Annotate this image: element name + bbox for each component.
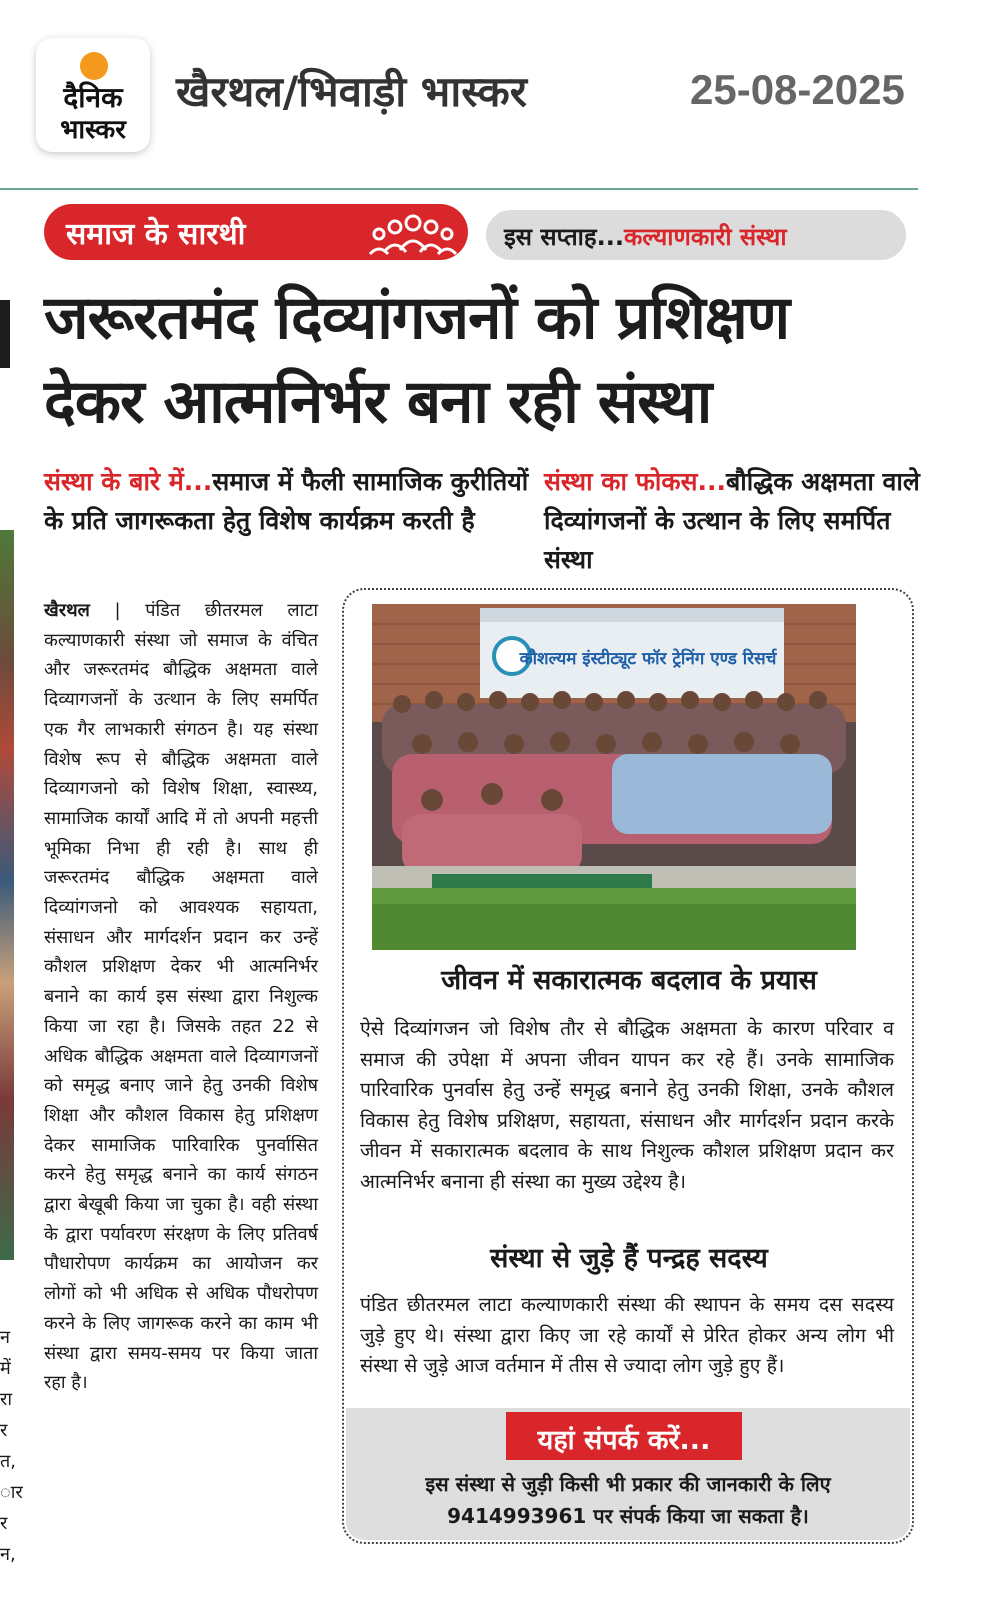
edge-word: त,	[0, 1451, 16, 1472]
contact-label: यहां संपर्क करें...	[537, 1425, 711, 1456]
edge-word: रा	[0, 1389, 13, 1410]
contact-label-pill	[506, 1412, 742, 1460]
edge-word: ार	[0, 1482, 23, 1503]
deck-focus-label: संस्था का फोकस...	[544, 467, 726, 496]
contact-line2: 9414993961 पर संपर्क किया जा सकता है।	[447, 1504, 809, 1528]
headline-line2: देकर आत्मनिर्भर बना रही संस्था	[44, 367, 712, 437]
article-body: खैरथल | पंडित छीतरमल लाटा कल्याणकारी संस्था जो समाज के वंचित और जरूरतमंद बौद्धिक अक्षमता वाले दिव्यागजनों के उत्थान के लिए समर्पित एक गैर लाभकारी संगठन है। यह संस्था विशेष रूप से बौद्धिक अक्षमता वाले दिव्यागजनो को विशेष शिक्षा, स्वास्थ्य, सामाजिक कार्यों आदि में तो अपनी महत्ती भूमिका निभा ही रही है। साथ ही जरूरतमंद बौद्धिक अक्षमता वाले दिव्यांगजनो को आवश्यक सहायता, संसाधन और मार्गदर्शन प्रदान कर उन्हें कौशल प्रशिक्षण देकर भी आत्मनिर्भर बनाने का कार्य इस संस्था द्वारा निशुल्क किया जा रहा है। जिसके तहत 22 से अधिक बौद्धिक अक्षमता वाले दिव्यागजनों को समृद्ध बनाए जाने हेतु उनकी विशेष शिक्षा और कौशल विकास हेतु प्रशिक्षण देकर सामाजिक पारिवारिक पुनर्वासित करने हेतु समृद्ध बनाने का कार्य संगठन द्वारा बेखूबी किया जा चुका है। वही संस्था के द्वारा पर्यावरण संरक्षण के लिए प्रतिवर्ष पौधारोपण कार्यक्रम का आयोजन कर लोगों को भी अधिक से अधिक पौधरोपण करने के लिए जागरूक करने का काम भी संस्था द्वारा समय-समय पर किया जाता रहा है।	[44, 600, 318, 1394]
weekly-tag-highlight: कल्याणकारी संस्था	[623, 223, 787, 251]
headline	[44, 276, 944, 444]
contact-line1: इस संस्था से जुड़ी किसी भी प्रकार की जानकारी के लिए	[425, 1472, 831, 1496]
edition-date: 25-08-2025	[690, 66, 905, 113]
deck-focus	[544, 462, 944, 579]
group-photo-illustration	[372, 604, 856, 950]
paragraph-positive-change: ऐसे दिव्यांगजन जो विशेष तौर से बौद्धिक अक्षमता के कारण परिवार व समाज की उपेक्षा में अपना जीवन यापन कर रहे हैं। उनके सामाजिक पारिवारिक पुनर्वास हेतु उन्हें समृद्ध बनाने हेतु उनकी शिक्षा, उनके कौशल विकास हेतु विशेष प्रशिक्षण, सहायता, संसाधन और मार्गदर्शन प्रदान करके जीवन में सकारात्मक बदलाव के साथ निशुल्क कौशल प्रशिक्षण प्रदान कर आत्मनिर्भर बनाना ही संस्था का मुख्य उद्देश्य है।	[360, 1017, 894, 1193]
subheading-positive-change: जीवन में सकारात्मक बदलाव के प्रयास	[441, 965, 817, 996]
subheading-members: संस्था से जुड़े हैं पन्द्रह सदस्य	[490, 1243, 768, 1274]
section-label: समाज के सारथी	[66, 217, 246, 252]
edge-word: न,	[0, 1544, 16, 1565]
edition-title: खैरथल/भिवाड़ी भास्कर	[176, 67, 527, 116]
article-dateline: खैरथल	[44, 600, 90, 621]
section-label-pill	[44, 204, 468, 260]
header-divider	[0, 188, 918, 190]
people-group-icon	[364, 210, 462, 256]
edge-word: न	[0, 1327, 10, 1348]
logo-line1: दैनिक	[63, 81, 123, 114]
weekly-tag-pill	[486, 210, 906, 260]
adjacent-article-photo-fragment	[0, 530, 14, 1260]
edge-word: र	[0, 1513, 8, 1534]
edge-word: में	[0, 1358, 11, 1379]
dainik-bhaskar-logo	[36, 38, 150, 152]
weekly-tag-prefix: इस सप्ताह...	[504, 223, 624, 251]
paragraph-members: पंडित छीतरमल लाटा कल्याणकारी संस्था की स्थापन के समय दस सदस्य जुड़े हुए थे। संस्था द्वारा किए जा रहे कार्यों से प्रेरित होकर अन्य लोग भी संस्था से जुड़े आज वर्तमान में तीस से ज्यादा लोग जुड़े हुए हैं।	[360, 1293, 894, 1377]
logo-line2: भास्कर	[60, 115, 126, 145]
deck-about-text: समाज में फैली सामाजिक कुरीतियों के प्रति जागरूकता हेतु विशेष कार्यक्रम करती है	[44, 467, 529, 535]
contact-info	[356, 1468, 900, 1532]
photo-banner-text: कौशल्यम इंस्टीट्यूट फॉर ट्रेनिंग एण्ड रिसर्च	[519, 649, 777, 669]
adjacent-article-heading-fragment	[0, 300, 10, 368]
adjacent-article-text-fragment	[0, 1322, 23, 1570]
deck-focus-text: बौद्धिक अक्षमता वाले दिव्यांगजनों के उत्थान के लिए समर्पित संस्था	[544, 467, 920, 574]
edge-word: र	[0, 1420, 8, 1441]
group-photo	[372, 604, 856, 950]
headline-line1: जरूरतमंद दिव्यांगजनों को प्रशिक्षण	[44, 283, 790, 353]
sun-icon	[80, 52, 108, 80]
deck-about-label: संस्था के बारे में...	[44, 467, 213, 496]
deck-about	[44, 462, 534, 540]
article-text: पंडित छीतरमल लाटा कल्याणकारी संस्था जो समाज के वंचित और जरूरतमंद बौद्धिक अक्षमता वाले दिव्यागजनों के उत्थान के लिए समर्पित एक गैर लाभकारी संगठन है। यह संस्था विशेष रूप से बौद्धिक अक्षमता वाले दिव्यागजनो को विशेष शिक्षा, स्वास्थ्य, सामाजिक कार्यों आदि में तो अपनी महत्ती भूमिका निभा ही रही है। साथ ही जरूरतमंद बौद्धिक अक्षमता वाले दिव्यांगजनो को आवश्यक सहायता, संसाधन और मार्गदर्शन प्रदान कर उन्हें कौशल प्रशिक्षण देकर भी आत्मनिर्भर बनाने का कार्य इस संस्था द्वारा निशुल्क किया जा रहा है। जिसके तहत 22 से अधिक बौद्धिक अक्षमता वाले दिव्यागजनों को समृद्ध बनाए जाने हेतु उनकी विशेष शिक्षा और कौशल विकास हेतु प्रशिक्षण देकर सामाजिक पारिवारिक पुनर्वासित करने हेतु समृद्ध बनाने का कार्य संगठन द्वारा बेखूबी किया जा चुका है। वही संस्था के द्वारा पर्यावरण संरक्षण के लिए प्रतिवर्ष पौधारोपण कार्यक्रम का आयोजन कर लोगों को भी अधिक से अधिक पौधरोपण करने के लिए जागरूक करने का काम भी संस्था द्वारा समय-समय पर किया जाता रहा है।	[44, 600, 318, 1394]
